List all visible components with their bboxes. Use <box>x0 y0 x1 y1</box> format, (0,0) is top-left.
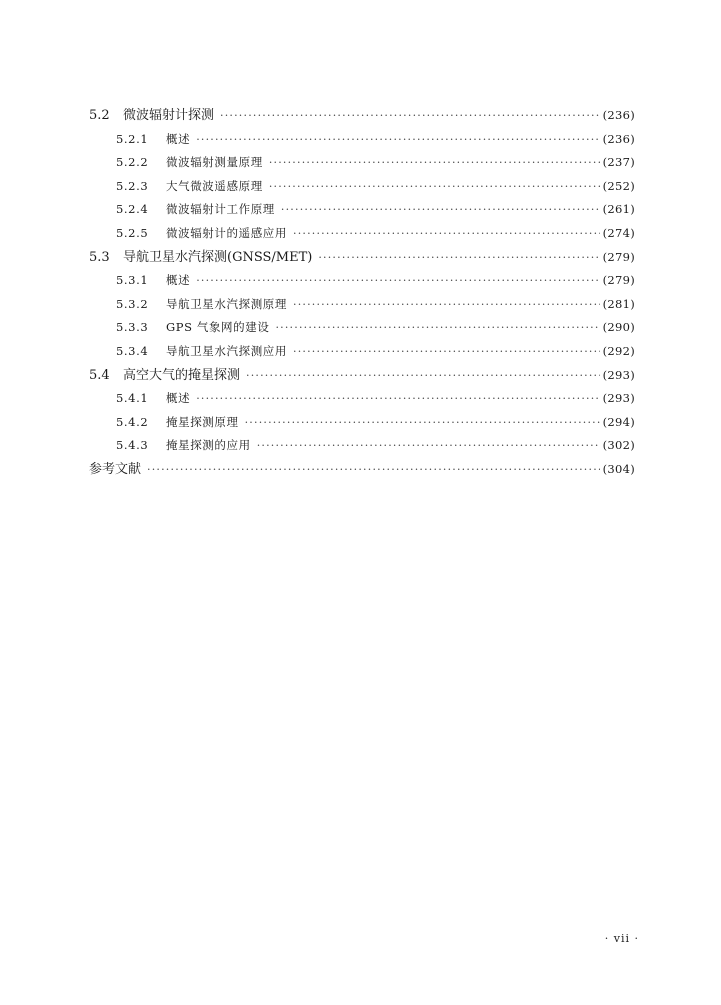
toc-entry-number: 5.2.1 <box>116 131 149 146</box>
toc-entry-number: 5.4.2 <box>116 414 149 429</box>
toc-leader-dots <box>269 151 600 175</box>
toc-entry-title: 导航卫星水汽探测应用 <box>166 343 287 358</box>
toc-leader-dots <box>293 340 600 364</box>
toc-entry-title: 微波辐射计的遥感应用 <box>166 225 287 240</box>
toc-entry-number: 5.3.2 <box>116 296 149 311</box>
toc-leader-dots <box>196 269 599 293</box>
toc-entry-title: 掩星探测原理 <box>166 414 239 429</box>
toc-leader-dots <box>196 387 599 411</box>
toc-leader-dots <box>245 411 600 435</box>
toc-entry-number: 5.3.3 <box>116 320 149 335</box>
toc-entry-5-3-1[interactable] <box>89 269 635 293</box>
toc-entry-title: 概述 <box>166 273 191 288</box>
toc-entry-page: (237) <box>602 155 635 170</box>
toc-entry-page: (304) <box>602 461 635 476</box>
toc-entry-page: (293) <box>602 367 635 382</box>
toc-entry-5-4-1[interactable] <box>89 387 635 411</box>
toc-entry-page: (279) <box>602 249 635 264</box>
toc-entry-5-2-5[interactable] <box>89 222 635 246</box>
toc-entry-5-2-4[interactable] <box>89 198 635 222</box>
toc-entry-5-4-2[interactable] <box>89 411 635 435</box>
toc-leader-dots <box>281 198 600 222</box>
toc-entry-page: (236) <box>602 131 635 146</box>
toc-entry-5-3[interactable] <box>89 246 635 270</box>
toc-entry-number: 5.2 <box>89 108 110 123</box>
toc-entry-5-4-3[interactable] <box>89 434 635 458</box>
toc-entry-page: (261) <box>602 202 635 217</box>
toc-entry-5-2-3[interactable] <box>89 175 635 199</box>
toc-leader-dots <box>275 316 599 340</box>
toc-leader-dots <box>246 364 600 388</box>
toc-entry-number: 5.4.3 <box>116 438 149 453</box>
toc-leader-dots <box>147 458 600 482</box>
toc-entry-page: (302) <box>602 438 635 453</box>
toc-entry-5-3-3[interactable] <box>89 316 635 340</box>
page-number: · vii · <box>604 932 639 945</box>
toc-entry-title: 微波辐射计探测 <box>123 108 215 123</box>
toc-entry-title: 高空大气的掩星探测 <box>123 367 241 383</box>
toc-leader-dots <box>293 222 600 246</box>
toc-entry-page: (274) <box>602 225 635 240</box>
toc-entry-number: 5.2.3 <box>116 178 149 193</box>
toc-entry-page: (294) <box>602 414 635 429</box>
toc-entry-number: 5.3.4 <box>116 343 149 358</box>
toc-entry-5-2-1[interactable] <box>89 128 635 152</box>
toc-entry-5-4[interactable] <box>89 364 635 388</box>
toc-entry-page: (236) <box>602 108 635 122</box>
toc-leader-dots <box>318 246 599 270</box>
toc-leader-dots <box>257 434 600 458</box>
toc-leader-dots <box>293 293 600 317</box>
toc-entry-title: 导航卫星水汽探测(GNSS/MET) <box>123 249 313 265</box>
toc-entry-5-3-2[interactable] <box>89 293 635 317</box>
toc-entry-number: 5.2.2 <box>116 155 149 170</box>
table-of-contents <box>89 104 635 482</box>
toc-entry-title: 导航卫星水汽探测原理 <box>166 296 287 311</box>
toc-entry-title: 参考文献 <box>89 461 142 477</box>
toc-entry-title: 概述 <box>166 391 191 406</box>
toc-entry-number: 5.4 <box>89 367 110 383</box>
toc-leader-dots <box>220 104 600 128</box>
toc-entry-page: (279) <box>602 273 635 288</box>
toc-entry-page: (293) <box>602 391 635 406</box>
toc-entry-number: 5.3.1 <box>116 273 149 288</box>
toc-entry-page: (252) <box>602 178 635 193</box>
toc-entry-references[interactable] <box>89 458 635 482</box>
toc-entry-5-2[interactable] <box>89 104 635 128</box>
toc-entry-number: 5.3 <box>89 249 110 265</box>
toc-leader-dots <box>196 128 599 152</box>
toc-entry-number: 5.2.5 <box>116 225 149 240</box>
toc-entry-5-2-2[interactable] <box>89 151 635 175</box>
toc-leader-dots <box>269 175 600 199</box>
toc-entry-title: 概述 <box>166 131 191 146</box>
toc-entry-title: 掩星探测的应用 <box>166 438 251 453</box>
toc-entry-page: (281) <box>602 296 635 311</box>
toc-entry-page: (290) <box>602 320 635 335</box>
toc-entry-5-3-4[interactable] <box>89 340 635 364</box>
toc-entry-title: 微波辐射测量原理 <box>166 155 263 170</box>
toc-entry-title: 微波辐射计工作原理 <box>166 202 275 217</box>
toc-entry-title: 大气微波遥感原理 <box>166 178 263 193</box>
toc-entry-page: (292) <box>602 343 635 358</box>
toc-entry-title: GPS 气象网的建设 <box>166 320 270 335</box>
toc-entry-number: 5.4.1 <box>116 391 149 406</box>
toc-entry-number: 5.2.4 <box>116 202 149 217</box>
